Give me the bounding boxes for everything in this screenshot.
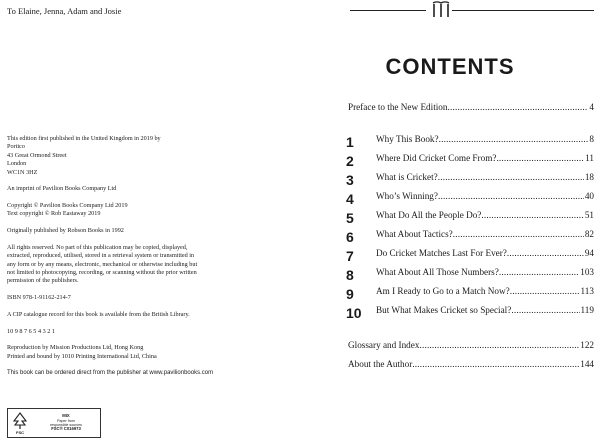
toc-page: 4	[589, 102, 594, 112]
toc-leader	[481, 210, 583, 220]
toc-page: 8	[589, 134, 594, 144]
toc-page: 11	[585, 153, 594, 163]
toc-page: 144	[580, 359, 594, 369]
toc-leader	[510, 286, 580, 296]
rights-line: permission of the publishers.	[7, 277, 79, 285]
production-credits	[7, 344, 292, 361]
chapter-number: 10	[346, 305, 362, 321]
toc-row-chapter-5[interactable]	[346, 210, 594, 226]
chapter-number: 5	[346, 210, 354, 226]
toc-leader	[496, 153, 584, 163]
toc-page: 51	[584, 210, 594, 220]
rights-line: not limited to photocopying, recording, or scanning without the prior written	[7, 269, 197, 277]
original-publication: Originally published by Robson Books in 1992	[7, 227, 124, 235]
chapter-number: 3	[346, 172, 354, 188]
toc-title: What About Tactics?	[376, 229, 453, 239]
toc-page: 40	[584, 191, 594, 201]
toc-leader	[438, 172, 584, 182]
production-line: Reproduction by Mission Productions Ltd, Hong Kong	[7, 344, 144, 352]
cricket-stumps-icon	[430, 0, 452, 23]
toc-row-chapter-9[interactable]	[346, 286, 594, 302]
toc-title: Who’s Winning?	[376, 191, 438, 201]
header-rule-right	[452, 10, 594, 11]
fsc-line: Paper from	[57, 418, 75, 423]
toc-title: What is Cricket?	[376, 172, 438, 182]
toc-leader	[507, 248, 584, 258]
toc-leader	[453, 229, 584, 239]
toc-row-about-author[interactable]	[348, 359, 594, 369]
fsc-mix: MIX	[62, 413, 70, 419]
toc-title: But What Makes Cricket so Special?	[376, 305, 512, 315]
toc-title: About the Author	[348, 359, 413, 369]
toc-row-chapter-2[interactable]	[346, 153, 594, 169]
imprint-block	[7, 135, 292, 386]
publisher-address	[7, 135, 292, 177]
chapter-number: 6	[346, 229, 354, 245]
fsc-code: FSC® C016973	[51, 426, 81, 432]
toc-row-chapter-1[interactable]	[346, 134, 594, 150]
toc-title: Where Did Cricket Come From?	[376, 153, 497, 163]
page-title: CONTENTS	[385, 54, 515, 79]
fsc-logo	[7, 408, 101, 438]
toc-title: Am I Ready to Go to a Match Now?	[376, 286, 510, 296]
publisher-line: Portico	[7, 143, 25, 151]
toc-row-chapter-4[interactable]	[346, 191, 594, 207]
toc-leader	[419, 340, 579, 350]
rights-line: any form or by any means, electronic, mechanical or otherwise including but	[7, 260, 198, 268]
toc-title: What Do All the People Do?	[376, 210, 482, 220]
print-run: 10 9 8 7 6 5 4 3 2 1	[7, 327, 55, 335]
toc-title: Preface to the New Edition	[348, 102, 448, 112]
toc-leader	[438, 191, 584, 201]
dedication: To Elaine, Jenna, Adam and Josie	[7, 6, 122, 16]
toc-leader	[448, 102, 589, 112]
publisher-line: This edition first published in the United Kingdom in 2019 by	[7, 135, 161, 142]
order-notice: This book can be ordered direct from the publisher at www.pavilionbooks.com	[7, 370, 214, 377]
fsc-label: FSC	[16, 429, 24, 435]
toc-row-preface[interactable]	[348, 102, 594, 112]
production-line: Printed and bound by 1010 Printing International Ltd, China	[7, 352, 157, 360]
fsc-line: responsible sources	[50, 423, 82, 427]
fsc-text	[32, 414, 100, 432]
cip-notice: A CIP catalogue record for this book is available from the British Library.	[7, 310, 190, 318]
rights-line: extracted, reproduced, utilised, stored in a retrieval system or transmitted in	[7, 252, 195, 260]
toc-row-chapter-6[interactable]	[346, 229, 594, 245]
chapter-number: 2	[346, 153, 354, 169]
toc-leader	[499, 267, 579, 277]
copyright-notice	[7, 202, 292, 219]
isbn: ISBN 978-1-91162-214-7	[7, 294, 71, 302]
toc-page: 103	[580, 267, 594, 277]
toc-page: 113	[580, 286, 594, 296]
chapter-number: 9	[346, 286, 354, 302]
chapter-number: 1	[346, 134, 354, 150]
toc-row-chapter-8[interactable]	[346, 267, 594, 283]
chapter-number: 7	[346, 248, 354, 264]
rights-notice	[7, 244, 292, 286]
toc-leader	[511, 305, 579, 315]
contents-page	[300, 0, 600, 444]
publisher-line: WC1N 3HZ	[7, 168, 38, 176]
toc-page: 94	[584, 248, 594, 258]
toc-row-chapter-3[interactable]	[346, 172, 594, 188]
toc-row-chapter-10[interactable]	[346, 305, 594, 321]
toc-page: 18	[584, 172, 594, 182]
toc-title: Glossary and Index	[348, 340, 420, 350]
toc-leader	[439, 134, 589, 144]
publisher-line: 43 Great Ormond Street	[7, 151, 67, 159]
chapter-number: 4	[346, 191, 354, 207]
toc-leader	[412, 359, 579, 369]
toc-row-chapter-7[interactable]	[346, 248, 594, 264]
toc-title: Do Cricket Matches Last For Ever?	[376, 248, 507, 258]
toc-title: Why This Book?	[376, 134, 439, 144]
chapter-number: 8	[346, 267, 354, 283]
toc-page: 82	[584, 229, 594, 239]
copyright-line: Copyright © Pavilion Books Company Ltd 2019	[7, 202, 128, 210]
imprint-line: An imprint of Pavilion Books Company Ltd	[7, 185, 117, 193]
publisher-line: London	[7, 160, 27, 168]
copyright-page	[0, 0, 296, 444]
toc-row-glossary[interactable]	[348, 340, 594, 350]
toc-page: 119	[580, 305, 594, 315]
header-rule-left	[350, 10, 426, 11]
copyright-line: Text copyright © Rob Eastaway 2019	[7, 210, 101, 218]
toc-title: What About All Those Numbers?	[376, 267, 499, 277]
rights-line: All rights reserved. No part of this publication may be copied, displayed,	[7, 243, 188, 251]
toc-page: 122	[580, 340, 594, 350]
fsc-tree-icon	[8, 410, 32, 436]
